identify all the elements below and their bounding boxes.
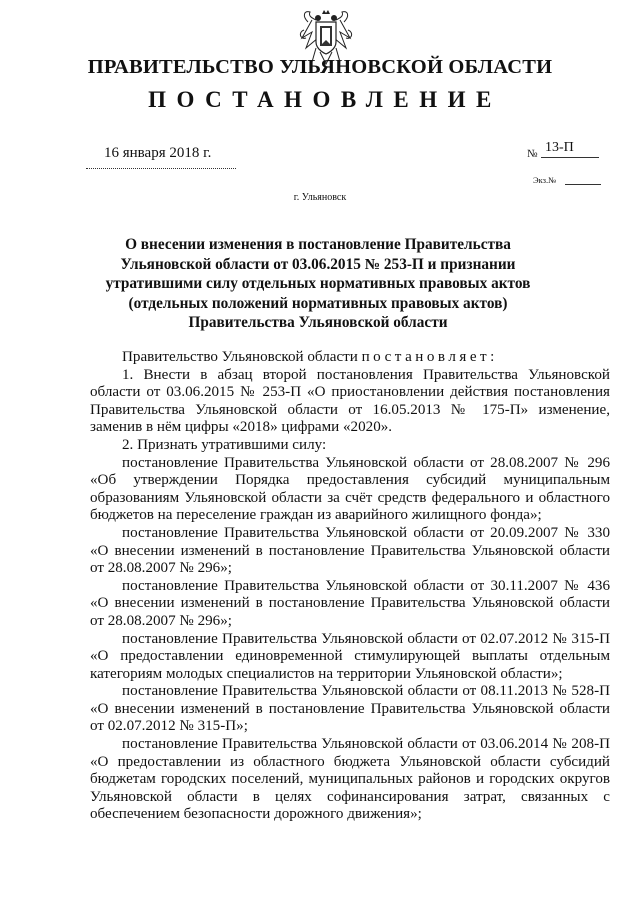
repealed-item: постановление Правительства Ульяновской области от 08.11.2013 № 528-П «О внесении изменений в постановление Правительства Ульяновской области от 02.07.2012 № 315-П»; — [90, 683, 610, 735]
repealed-item: постановление Правительства Ульяновской области от 28.08.2007 № 296 «Об утверждении Порядка предоставления субсидий муниципальным образованиям Ульяновской области за счёт средств федерального и областного бюджетов на переселение граждан из аварийного жилищного фонда»; — [90, 454, 610, 524]
document-title: О внесении изменения в постановление Правительства Ульяновской области от 03.06.2015 № 253-П и признании утратившими силу отдельных нормативных правовых актов (отдельных положений нормативных правовых актов) Правительства Ульяновской области — [105, 236, 531, 331]
repealed-item: постановление Правительства Ульяновской области от 02.07.2012 № 315-П «О предоставлении единовременной стимулирующей выплаты отдельным категориям молодых специалистов на территории Ульяновской области»; — [90, 630, 610, 682]
intro-paragraph — [90, 349, 610, 367]
number-underline — [541, 157, 599, 158]
paragraph-1: 1. Внести в абзац второй постановления Правительства Ульяновской области от 03.06.2015 № 253-П «О приостановлении действия постановления Правительства Ульяновской области от 16.05.2013 № 175-П» изменение, заменив в нём цифры «2018» цифрами «2020». — [90, 366, 610, 436]
intro-verb: постановляет: — [361, 349, 498, 365]
copy-number-label: Экз.№ — [533, 175, 557, 185]
document-type-heading: ПОСТАНОВЛЕНИЕ — [148, 87, 502, 112]
date-underline — [86, 168, 236, 169]
document-body — [90, 349, 610, 824]
repealed-item: постановление Правительства Ульяновской области от 03.06.2014 № 208-П «О предоставлении из областного бюджета Ульяновской области субсидий бюджетам городских поселений, муниципальных районов и городских округов Ульяновской области в целях софинансирования затрат, связанных с обеспечением безопасности дорожного движения»; — [90, 736, 610, 823]
government-heading: ПРАВИТЕЛЬСТВО УЛЬЯНОВСКОЙ ОБЛАСТИ — [87, 56, 553, 78]
number-sign: № — [527, 148, 538, 160]
copy-number-underline — [565, 184, 601, 185]
repealed-item: постановление Правительства Ульяновской области от 20.09.2007 № 330 «О внесении изменений в постановление Правительства Ульяновской области от 28.08.2007 № 296»; — [90, 524, 610, 577]
intro-prefix: Правительство Ульяновской области — [122, 349, 358, 365]
document-date: 16 января 2018 г. — [104, 145, 212, 161]
document-number: 13-П — [545, 140, 574, 155]
paragraph-2: 2. Признать утратившими силу: — [122, 436, 327, 453]
city-label: г. Ульяновск — [293, 192, 347, 203]
repealed-item: постановление Правительства Ульяновской области от 30.11.2007 № 436 «О внесении изменений в постановление Правительства Ульяновской области от 28.08.2007 № 296»; — [90, 577, 610, 629]
